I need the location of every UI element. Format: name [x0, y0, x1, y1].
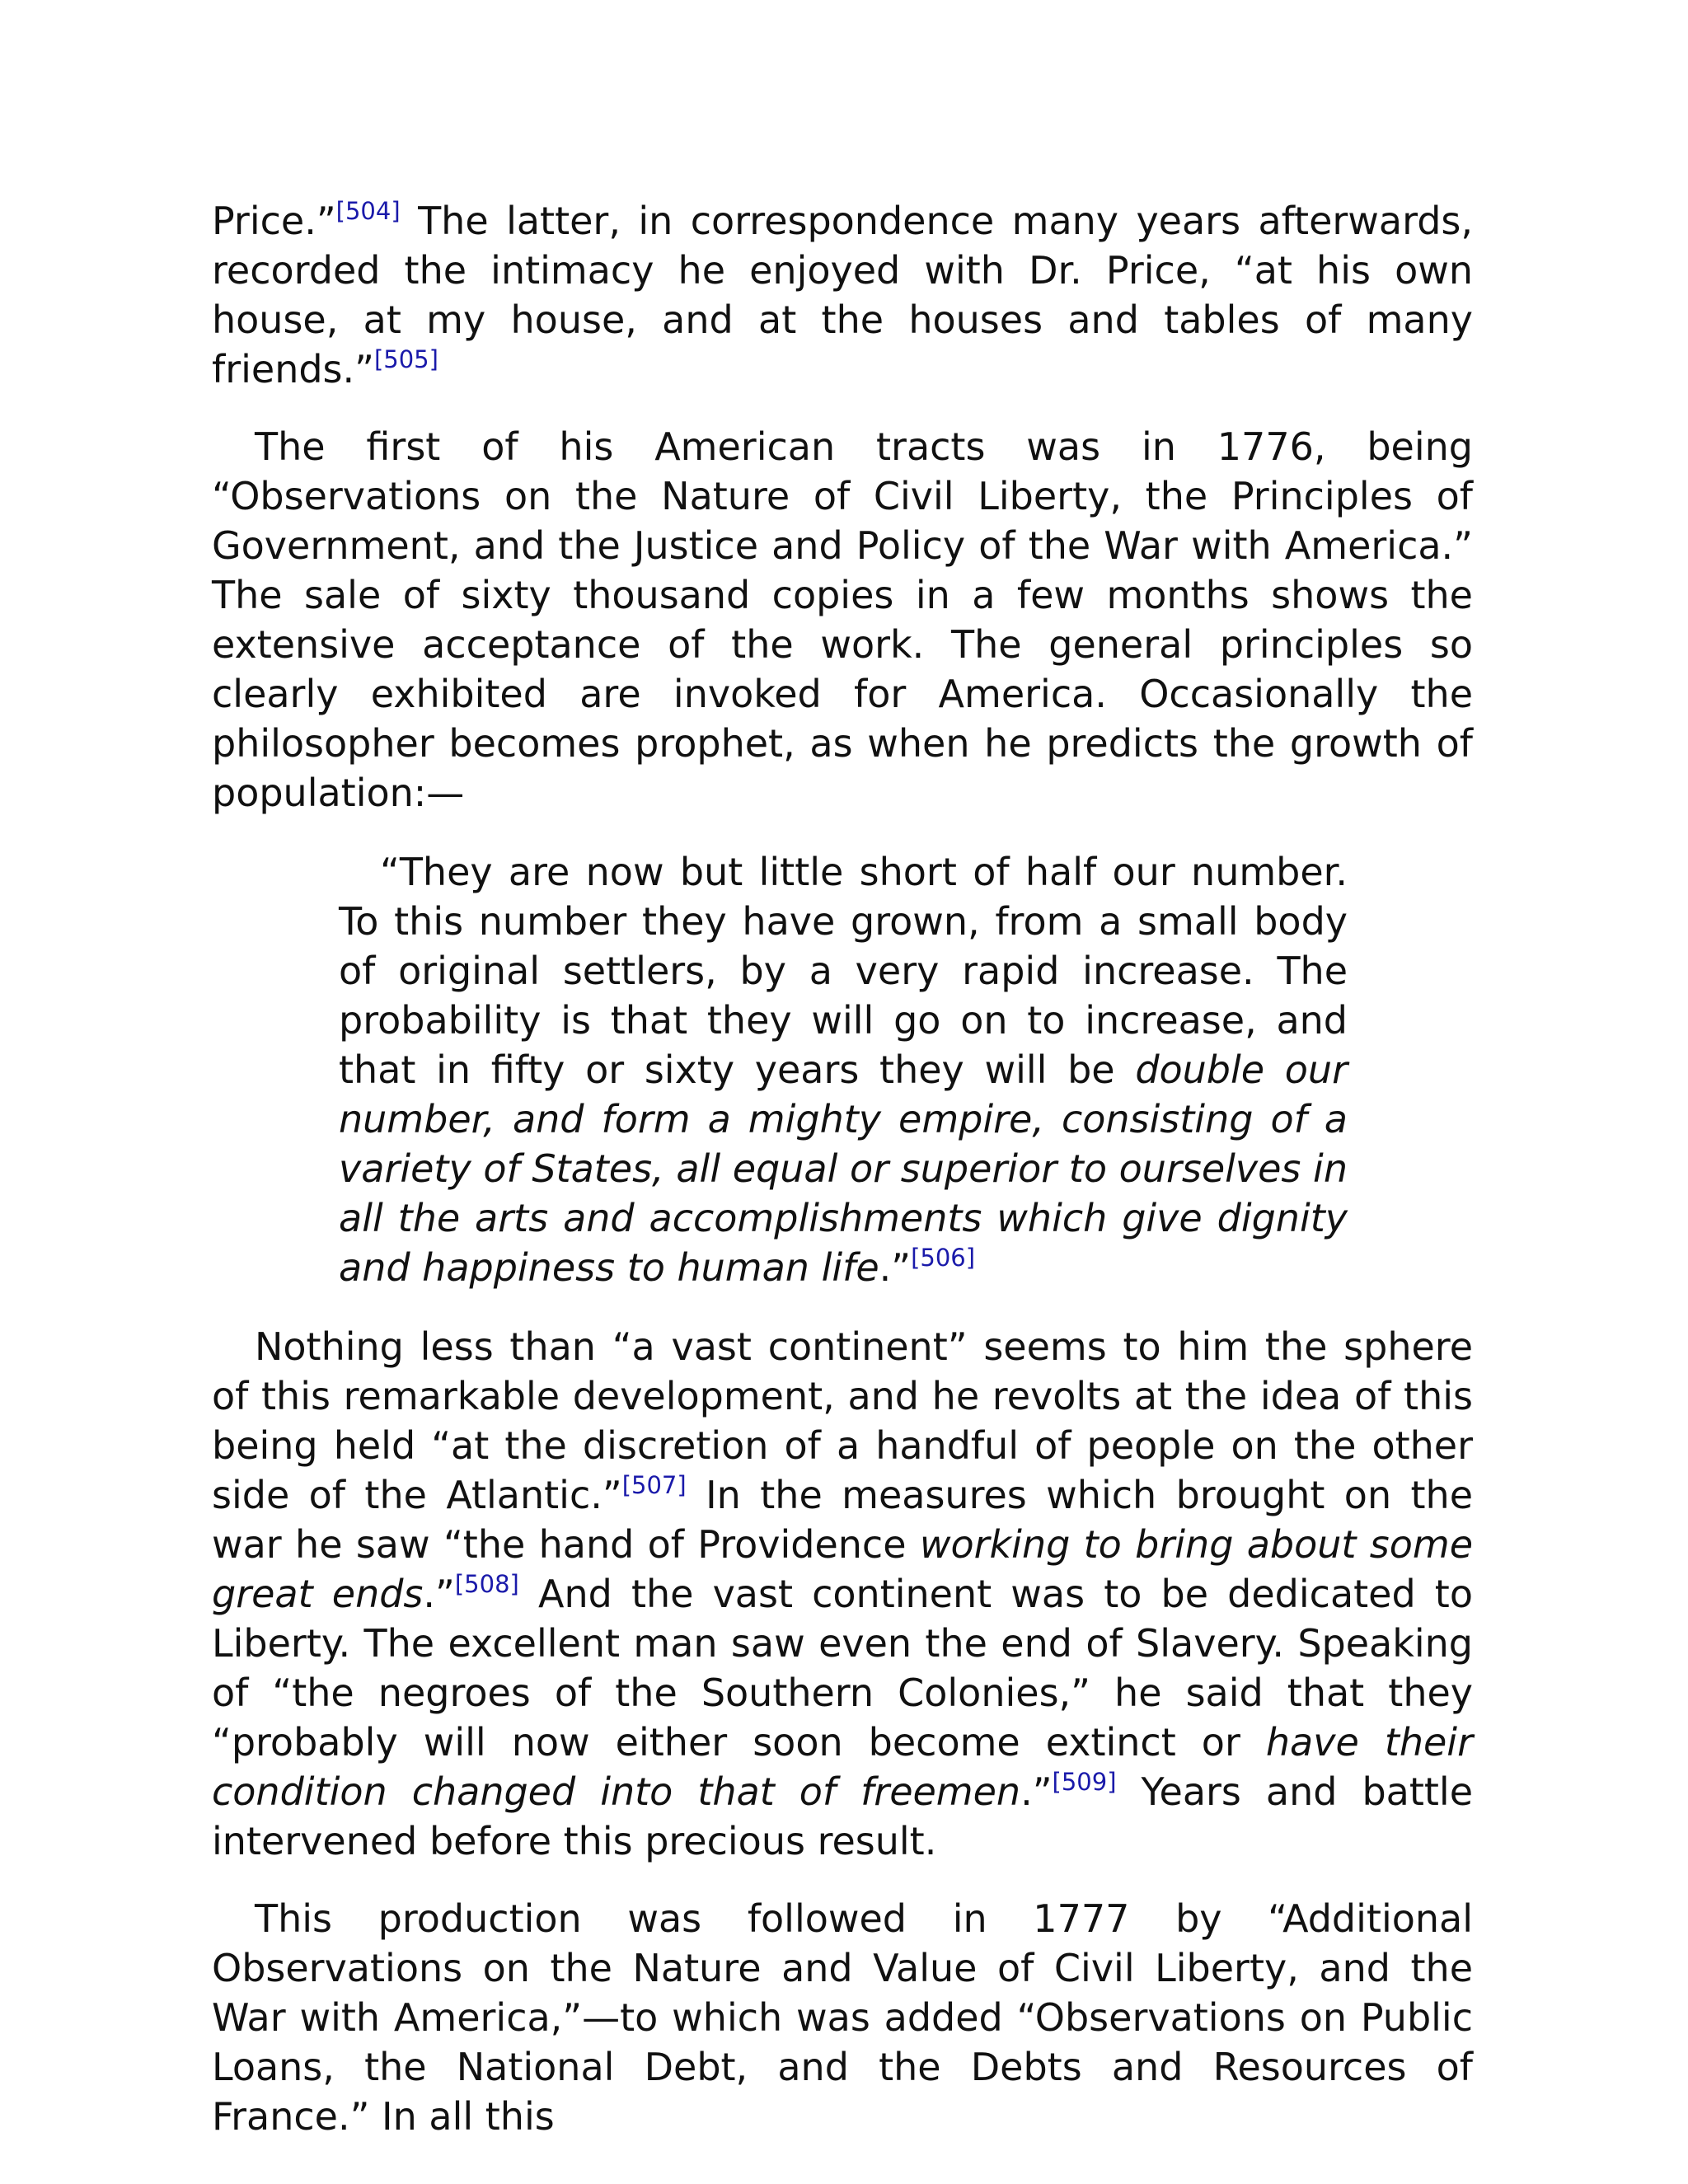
paragraph-text: Price.” — [212, 199, 336, 243]
footnote-link-508[interactable]: [508] — [454, 1570, 519, 1598]
paragraph-text: Years and battle intervened before this precious result. — [212, 1769, 1473, 1863]
paragraph-vast-continent — [212, 1322, 1473, 1866]
footnote-link-504[interactable]: [504] — [335, 197, 401, 225]
footnote-link-509[interactable]: [509] — [1052, 1768, 1117, 1796]
paragraph-text: This production was followed in 1777 by “Additional Observations on the Nature and Value of Civil Liberty, and the War with America,”—to which was added “Observations on Public Loans, the National Debt, and the Debts and Resources of France.” In all this — [212, 1896, 1473, 2139]
paragraph-text: Nothing less than “a vast continent” seems to him the sphere of this remarkable development, and he revolts at the idea of this being held “at the discretion of a handful of people on the other side of the Atlantic.” — [212, 1324, 1473, 1517]
paragraph-emphasis: working to bring about some great ends — [212, 1522, 1473, 1616]
footnote-link-505[interactable]: [505] — [373, 345, 438, 373]
footnote-link-507[interactable]: [507] — [621, 1471, 687, 1499]
paragraph-continuation — [212, 196, 1473, 394]
paragraph-emphasis: have their condition changed into that of freemen — [212, 1720, 1473, 1814]
paragraph-text: The first of his American tracts was in 1776, being “Observations on the Nature of Civil Liberty, the Principles of Government, and the Justice and Policy of the War with America.” The sale of sixty thousand copies in a few months shows the extensive acceptance of the work. The general principles so clearly exhibited are invoked for America. Occasionally the philosopher becomes prophet, as when he predicts the growth of population:— — [212, 424, 1473, 815]
paragraph-american-tracts — [212, 422, 1473, 818]
paragraph-text: .” — [423, 1572, 455, 1616]
quote-emphasis: double our number, and form a mighty empire, consisting of a variety of States, all equal or superior to ourselves in all the arts and accomplishments which give dignity and happiness to human life — [339, 1047, 1348, 1290]
paragraph-text: In the measures which brought on the war he saw “the hand of Providence — [212, 1473, 1474, 1567]
quote-text: “They are now but little short of half our number. To this number they have grown, from a small body of original settlers, by a very rapid increase. The probability is that they will go on to increase, and that in fifty or sixty years they will be — [339, 850, 1348, 1092]
page-body — [212, 196, 1473, 2141]
paragraph-text: The latter, in correspondence many years afterwards, recorded the intimacy he enjoyed with Dr. Price, “at his own house, at my house, and at the houses and tables of many friends.” — [212, 199, 1473, 391]
paragraph-additional-observations — [212, 1894, 1473, 2141]
paragraph-text: .” — [1020, 1769, 1053, 1814]
quote-text: .” — [879, 1245, 912, 1290]
block-quote — [339, 847, 1348, 1292]
paragraph-text: And the vast continent was to be dedicated to Liberty. The excellent man saw even the end of Slavery. Speaking of “the negroes of the Southern Colonies,” he said that they “probably will now either soon become extinct or — [212, 1572, 1473, 1765]
footnote-link-506[interactable]: [506] — [911, 1244, 976, 1272]
